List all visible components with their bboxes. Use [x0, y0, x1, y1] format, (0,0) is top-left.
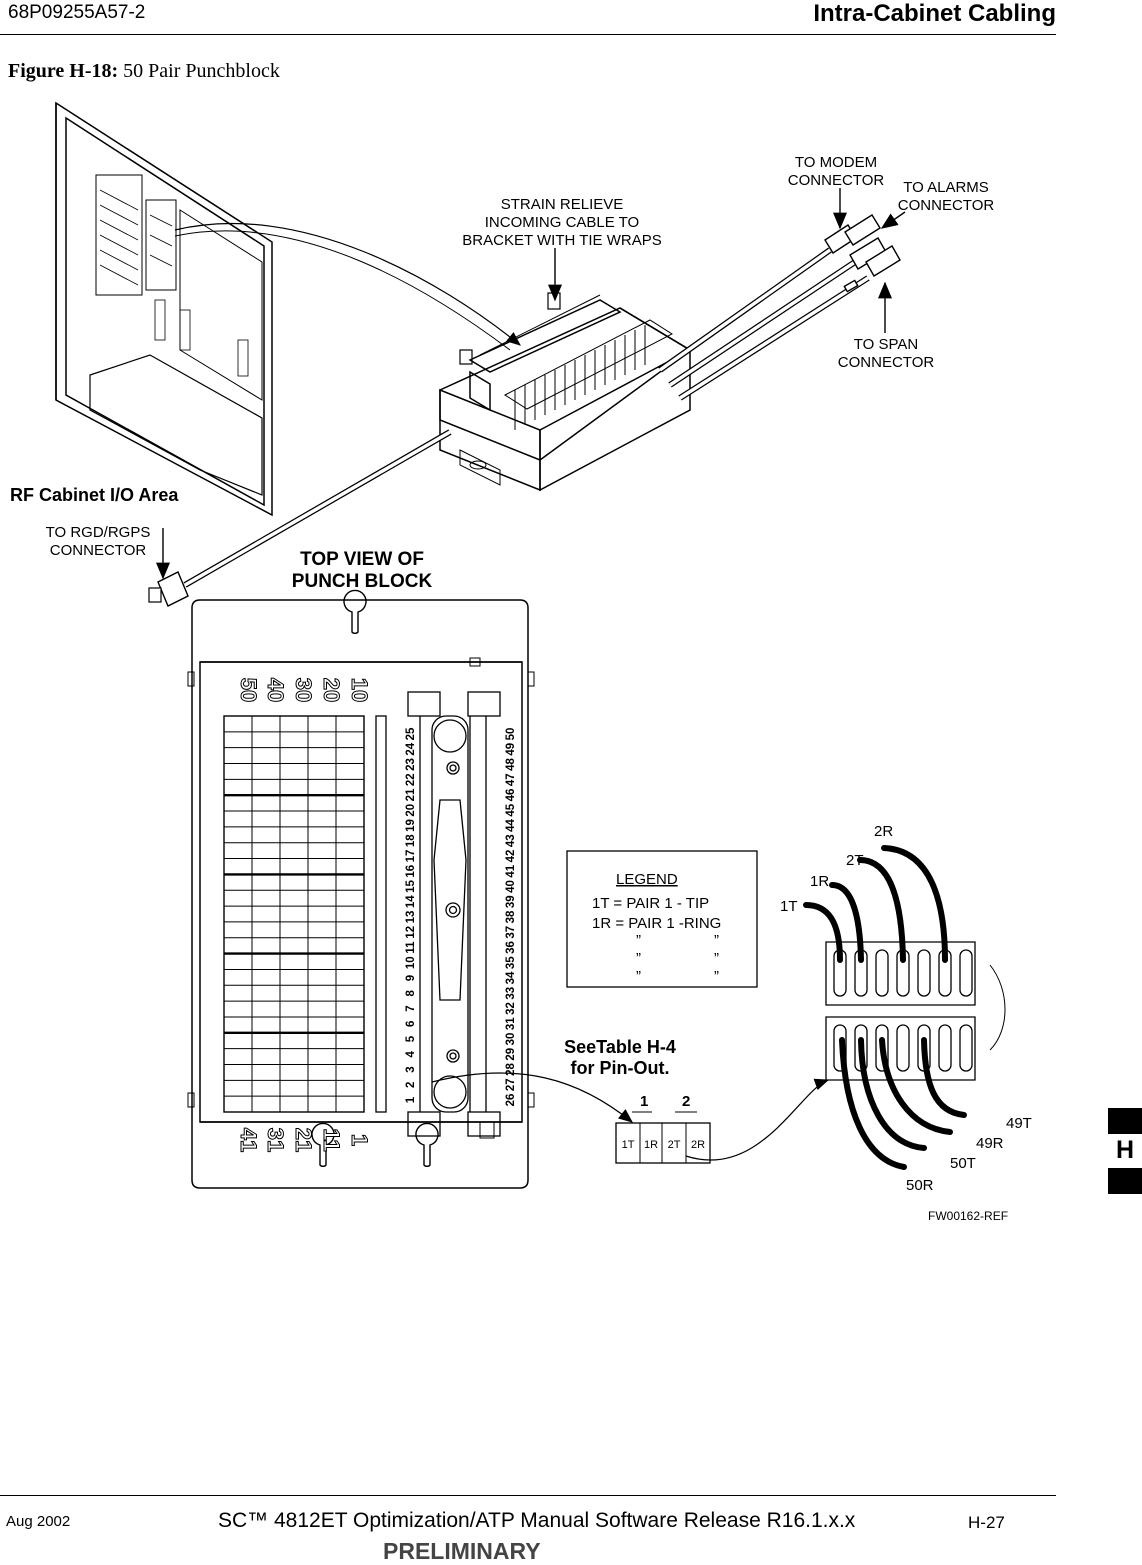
legend-title: LEGEND	[616, 871, 678, 888]
punch-block-isometric	[440, 293, 690, 490]
svg-text:2T: 2T	[667, 1139, 681, 1151]
svg-text:49R: 49R	[976, 1135, 1004, 1152]
svg-text:30: 30	[291, 677, 316, 703]
legend-line-2: 1R = PAIR 1 -RING	[592, 915, 722, 932]
pair-number-right: 39	[505, 895, 517, 909]
svg-text:”: ”	[714, 932, 719, 949]
callout-rgd: TO RGD/RGPS CONNECTOR	[45, 524, 151, 559]
footer-title: SC™ 4812ET Optimization/ATP Manual Software Release R16.1.x.x	[218, 1509, 856, 1532]
side-tab-letter: H	[1115, 1136, 1135, 1164]
svg-text:21: 21	[291, 1127, 316, 1153]
svg-text:49T: 49T	[1006, 1115, 1032, 1132]
pair-number-left: 20	[405, 803, 417, 817]
legend-box	[567, 851, 757, 987]
pair-number-left: 11	[405, 941, 417, 954]
pair-number-right: 42	[505, 849, 517, 863]
svg-text:”: ”	[636, 950, 641, 967]
figure-number: Figure H-18:	[8, 60, 119, 82]
pair-number-left: 4	[405, 1051, 417, 1058]
svg-text:20: 20	[319, 677, 344, 703]
pair-number-left: 23	[405, 758, 417, 771]
svg-text:41: 41	[236, 1127, 261, 1153]
pair-number-left: 14	[405, 895, 417, 909]
svg-text:10: 10	[347, 677, 372, 703]
svg-text:50R: 50R	[906, 1177, 934, 1194]
column-numbers-top	[236, 678, 372, 702]
pair-number-right: 50	[505, 727, 517, 741]
pair-number-right: 36	[505, 941, 517, 954]
wire-detail	[806, 848, 1005, 1167]
pair-number-left: 19	[405, 819, 417, 832]
side-tab-bar-bottom	[1108, 1168, 1142, 1194]
pair-number-right: 32	[505, 1002, 517, 1015]
pair-number-right: 41	[505, 864, 517, 878]
pair-number-right: 48	[505, 758, 517, 771]
svg-text:40: 40	[263, 677, 288, 703]
pair-number-right: 35	[505, 956, 517, 970]
callout-modem: TO MODEM CONNECTOR	[787, 154, 885, 189]
pair-number-right: 49	[505, 742, 517, 756]
pair-number-right: 40	[505, 880, 517, 893]
callout-arrow-alarms	[882, 212, 905, 228]
footer-date: Aug 2002	[6, 1513, 71, 1530]
cables-to-connectors	[660, 250, 868, 398]
svg-text:1R: 1R	[643, 1139, 659, 1151]
cabinet-io-area	[56, 103, 272, 515]
svg-text:1T: 1T	[621, 1139, 635, 1151]
pair-number-left: 7	[405, 1005, 417, 1012]
pair-number-right: 43	[505, 834, 517, 848]
pair-number-left: 25	[405, 727, 417, 741]
top-view-title: TOP VIEW OF PUNCH BLOCK	[291, 549, 433, 592]
punchblock-figure	[0, 90, 1142, 1223]
svg-text:1: 1	[640, 1093, 649, 1110]
pair-number-left: 1	[405, 1096, 417, 1104]
pair-number-left: 6	[405, 1020, 417, 1027]
svg-text:”: ”	[636, 968, 641, 985]
pair-number-left: 17	[405, 849, 417, 863]
pair-number-left: 5	[405, 1035, 417, 1043]
legend-line-1: 1T = PAIR 1 - TIP	[592, 895, 710, 912]
pair-number-right: 26	[505, 1093, 517, 1107]
pair-number-right: 28	[505, 1063, 517, 1076]
callout-strain: STRAIN RELIEVE INCOMING CABLE TO BRACKET WITH TIE WRAPS	[462, 196, 662, 249]
pair-number-right: 33	[505, 986, 517, 1000]
pair-number-left: 8	[405, 990, 417, 997]
side-tab-bar-top	[1108, 1108, 1142, 1134]
doc-number: 68P09255A57-2	[8, 2, 146, 23]
pair-number-left: 12	[405, 925, 417, 939]
header-rule	[0, 34, 1056, 35]
pair-number-left: 21	[405, 788, 417, 802]
pair-number-left: 2	[405, 1081, 417, 1088]
svg-text:1T: 1T	[780, 898, 798, 915]
pair-numbers-right	[505, 728, 517, 1107]
pair-number-left: 10	[405, 956, 417, 970]
pair-number-left: 24	[405, 742, 417, 756]
pair-number-right: 31	[505, 1017, 517, 1031]
svg-text:1: 1	[347, 1133, 372, 1147]
pair-number-right: 37	[505, 925, 517, 939]
pair-number-left: 13	[405, 910, 417, 924]
pin-detail	[616, 1093, 710, 1163]
footer-status: PRELIMINARY	[383, 1538, 541, 1564]
wire-labels	[780, 823, 1032, 1194]
svg-text:2T: 2T	[846, 852, 864, 869]
pair-number-right: 38	[505, 910, 517, 924]
figure-ref-code: FW00162-REF	[928, 1209, 1009, 1223]
footer-page-number: H-27	[968, 1513, 1005, 1532]
svg-text:50T: 50T	[950, 1155, 976, 1172]
pair-number-right: 47	[505, 773, 517, 787]
svg-text:2R: 2R	[690, 1139, 706, 1151]
figure-title: 50 Pair Punchblock	[123, 60, 280, 82]
pair-number-left: 18	[405, 834, 417, 848]
pair-number-right: 30	[505, 1032, 517, 1046]
pair-number-right: 27	[505, 1078, 517, 1092]
pair-number-left: 22	[405, 773, 417, 787]
section-title: Intra-Cabinet Cabling	[813, 0, 1056, 27]
svg-text:”: ”	[714, 950, 719, 967]
pair-number-right: 45	[505, 803, 517, 817]
callout-alarms: TO ALARMS CONNECTOR	[897, 179, 995, 214]
svg-text:50: 50	[236, 677, 261, 703]
svg-text:11: 11	[319, 1128, 344, 1152]
pair-number-right: 34	[505, 971, 517, 985]
pair-number-left: 3	[405, 1066, 417, 1073]
pair-number-left: 9	[405, 974, 417, 982]
pair-number-right: 29	[505, 1047, 517, 1061]
see-table-note: SeeTable H-4 for Pin-Out.	[564, 1037, 676, 1078]
svg-text:31: 31	[263, 1127, 288, 1153]
pair-number-right: 46	[505, 788, 517, 802]
pair-number-right: 44	[505, 819, 517, 832]
pair-number-left: 15	[405, 880, 417, 893]
svg-text:2: 2	[682, 1093, 691, 1110]
figure-caption	[8, 60, 280, 83]
svg-text:”: ”	[636, 932, 641, 949]
io-area-label: RF Cabinet I/O Area	[10, 485, 179, 505]
svg-text:1R: 1R	[810, 873, 830, 890]
svg-text:”: ”	[714, 968, 719, 985]
callout-span: TO SPAN CONNECTOR	[837, 336, 935, 371]
pair-number-left: 16	[405, 864, 417, 878]
svg-text:2R: 2R	[874, 823, 894, 840]
footer-rule	[0, 1495, 1056, 1496]
